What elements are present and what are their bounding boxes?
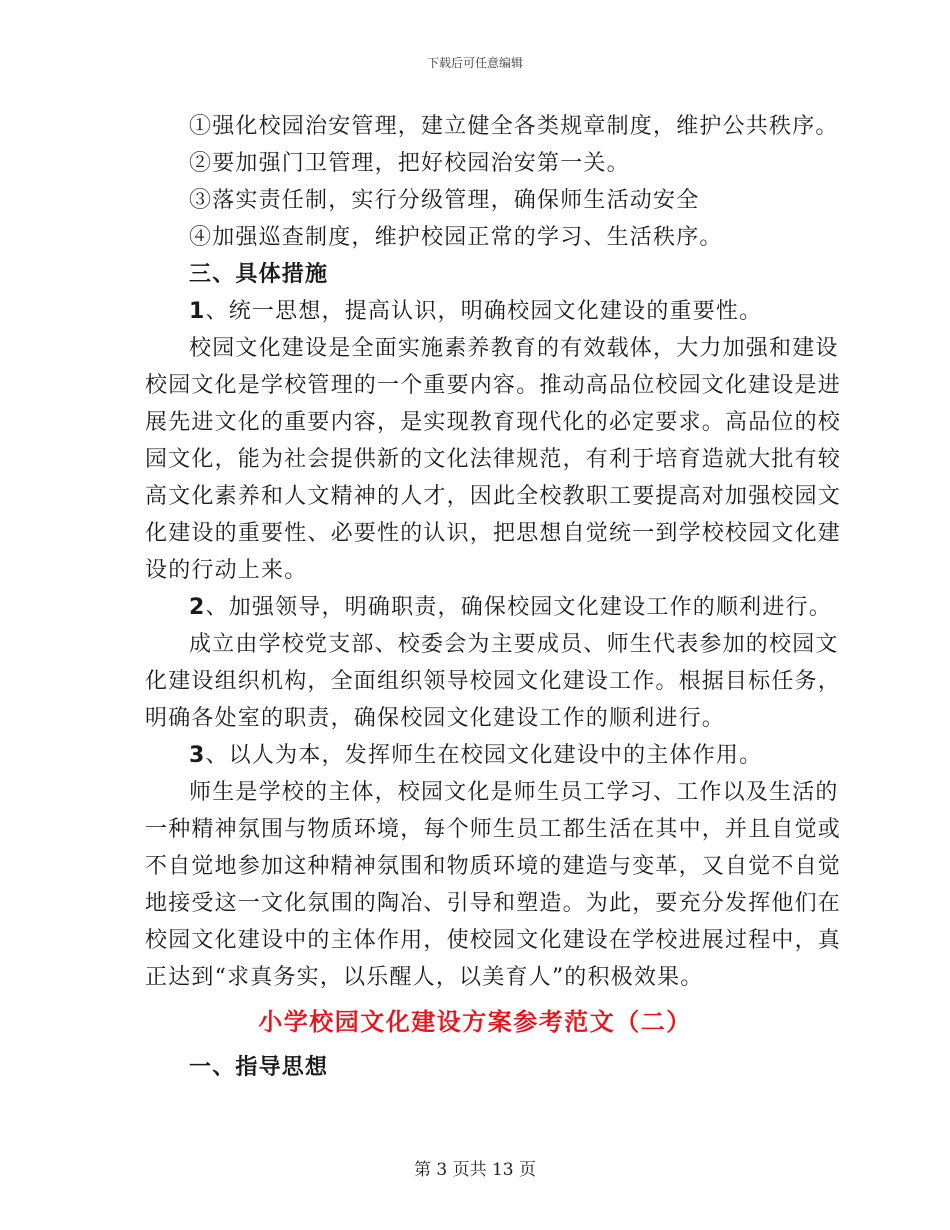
list-item: ③落实责任制，实行分级管理，确保师生活动安全 (189, 188, 700, 213)
item-number: 3 (189, 743, 206, 768)
paragraph-line: 设的行动上来。 (145, 558, 308, 583)
paragraph-line: 一种精神氛围与物质环境，每个师生员工都生活在其中，并且自觉或 (145, 817, 842, 842)
paragraph-line: 正达到“求真务实，以乐醒人，以美育人”的积极效果。 (145, 965, 704, 990)
item-title (145, 737, 805, 774)
paragraph-line: 高文化素养和人文精神的人才，因此全校教职工要提高对加强校园文 (145, 484, 842, 509)
item-number: 2 (189, 595, 206, 620)
section-heading: 三、具体措施 (189, 262, 329, 287)
document-body (145, 108, 842, 1088)
paragraph-line: 师生是学校的主体，校园文化是师生员工学习、工作以及生活的 (189, 780, 839, 805)
item-title-text: 、加强领导，明确职责，确保校园文化建设工作的顺利进行。 (205, 595, 832, 620)
paragraph-line: 成立由学校党支部、校委会为主要成员、师生代表参加的校园文 (189, 632, 839, 657)
paragraph-line: 园文化，能为社会提供新的文化法律规范，有利于培育造就大批有较 (145, 447, 842, 472)
paragraph-line: 化建设组织机构，全面组织领导校园文化建设工作。根据目标任务， (145, 669, 842, 694)
list-item: ①强化校园治安管理，建立健全各类规章制度，维护公共秩序。 (189, 114, 839, 139)
paragraph-line: 化建设的重要性、必要性的认识，把思想自觉统一到学校校园文化建 (145, 521, 842, 546)
section-subheading: 一、指导思想 (189, 1055, 329, 1080)
list-item: ④加强巡查制度，维护校园正常的学习、生活秩序。 (189, 225, 723, 250)
item-number: 1 (189, 299, 206, 324)
page-header: 下载后可任意编辑 (426, 56, 523, 70)
item-title-text: 、统一思想，提高认识，明确校园文化建设的重要性。 (205, 299, 763, 324)
paragraph-line: 展先进文化的重要内容，是实现教育现代化的必定要求。高品位的校 (145, 410, 842, 435)
paragraph-line: 地接受这一文化氛围的陶冶、引导和塑造。为此，要充分发挥他们在 (145, 891, 842, 916)
page-footer: 第 3 页共 13 页 (413, 1160, 537, 1180)
item-title-text: 、以人为本，发挥师生在校园文化建设中的主体作用。 (205, 743, 763, 768)
paragraph-line: 校园文化是学校管理的一个重要内容。推动高品位校园文化建设是进 (145, 373, 842, 398)
section-title: 小学校园文化建设方案参考范文（二） (258, 1008, 692, 1036)
paragraph-line: 校园文化建设是全面实施素养教育的有效载体，大力加强和建设 (189, 336, 839, 361)
item-title (145, 293, 805, 330)
paragraph-line: 明确各处室的职责，确保校园文化建设工作的顺利进行。 (145, 706, 726, 731)
paragraph-line: 校园文化建设中的主体作用，使校园文化建设在学校进展过程中，真 (145, 928, 842, 953)
list-item: ②要加强门卫管理，把好校园治安第一关。 (189, 151, 630, 176)
item-title (145, 589, 832, 626)
paragraph-line: 不自觉地参加这种精神氛围和物质环境的建造与变革，又自觉不自觉 (145, 854, 842, 879)
